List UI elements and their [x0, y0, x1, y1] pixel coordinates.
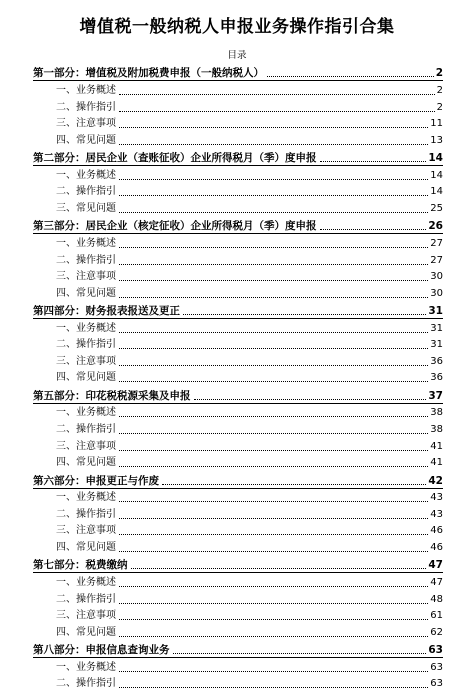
toc-section-entry[interactable]: [33, 505, 443, 522]
toc-entry-label: 二、操作指引: [56, 678, 116, 690]
toc-entry-page-number: 63: [428, 644, 443, 657]
toc-entry-label: 一、业务概述: [56, 492, 116, 504]
toc-section-entry[interactable]: [33, 251, 443, 268]
toc-dot-leader: [119, 449, 428, 451]
toc-dot-leader: [320, 228, 427, 230]
toc-dot-leader: [119, 517, 428, 519]
toc-dot-leader: [183, 313, 426, 315]
toc-entry-label: 第一部分：增值税及附加税费申报（一般纳税人）: [33, 67, 264, 80]
toc-section-entry[interactable]: [33, 233, 443, 251]
toc-section-entry[interactable]: [33, 675, 443, 692]
toc-dot-leader: [194, 398, 427, 400]
toc-dot-leader: [119, 432, 428, 434]
toc-entry-label: 四、常见问题: [56, 372, 116, 384]
toc-dot-leader: [119, 178, 428, 180]
toc-section-entry[interactable]: [33, 165, 443, 183]
toc-section-entry[interactable]: [33, 590, 443, 607]
toc-entry-page-number: 43: [430, 492, 443, 504]
toc-section-entry[interactable]: [33, 522, 443, 539]
toc-part-entry[interactable]: [33, 385, 443, 402]
toc-entry-page-number: 46: [430, 542, 443, 553]
toc-dot-leader: [119, 585, 428, 587]
toc-entry-label: 第二部分：居民企业（查账征收）企业所得税月（季）度申报: [33, 152, 317, 165]
toc-entry-page-number: 47: [430, 576, 443, 588]
toc-section-entry[interactable]: [33, 115, 443, 132]
toc-section-entry[interactable]: [33, 607, 443, 624]
toc-entry-page-number: 25: [430, 202, 443, 214]
toc-entry-page-number: 42: [428, 474, 443, 487]
toc-entry-label: 四、常见问题: [56, 457, 116, 469]
toc-section-entry[interactable]: [33, 268, 443, 285]
toc-entry-label: 一、业务概述: [56, 322, 116, 334]
toc-dot-leader: [320, 160, 427, 162]
toc-entry-label: 第七部分：税费缴纳: [33, 559, 128, 572]
toc-entry-label: 一、业务概述: [56, 169, 116, 181]
toc-dot-leader: [119, 143, 428, 145]
toc-section-entry[interactable]: [33, 488, 443, 506]
toc-section-entry[interactable]: [33, 538, 443, 555]
toc-dot-leader: [119, 602, 428, 604]
toc-entry-page-number: 36: [430, 355, 443, 367]
toc-entry-page-number: 14: [428, 152, 443, 165]
toc-section-entry[interactable]: [33, 369, 443, 386]
toc-section-entry[interactable]: [33, 199, 443, 216]
toc-part-entry[interactable]: [33, 148, 443, 165]
toc-entry-page-number: 2: [435, 67, 443, 80]
toc-entry-label: 一、业务概述: [56, 661, 116, 673]
toc-entry-label: 一、业务概述: [56, 84, 116, 96]
toc-entry-page-number: 27: [430, 237, 443, 249]
toc-section-entry[interactable]: [33, 131, 443, 148]
toc-entry-label: 二、操作指引: [56, 424, 116, 436]
toc-dot-leader: [119, 211, 428, 213]
toc-dot-leader: [119, 296, 428, 298]
toc-section-entry[interactable]: [33, 80, 443, 98]
toc-dot-leader: [119, 550, 428, 552]
toc-section-entry[interactable]: [33, 352, 443, 369]
toc-dot-leader: [119, 263, 428, 265]
toc-entry-label: 第四部分：财务报表报送及更正: [33, 305, 180, 318]
toc-entry-page-number: 31: [428, 305, 443, 318]
toc-entry-label: 三、注意事项: [56, 271, 116, 283]
toc-section-entry[interactable]: [33, 657, 443, 675]
toc-part-entry[interactable]: [33, 640, 443, 657]
toc-entry-label: 二、操作指引: [56, 508, 116, 520]
toc-section-entry[interactable]: [33, 572, 443, 590]
toc-entry-page-number: 27: [430, 254, 443, 266]
toc-entry-page-number: 38: [430, 424, 443, 436]
toc-entry-label: 三、注意事项: [56, 440, 116, 452]
toc-entry-page-number: 31: [430, 339, 443, 351]
toc-dot-leader: [173, 652, 427, 654]
toc-entry-label: 第五部分：印花税税源采集及申报: [33, 389, 191, 402]
toc-entry-page-number: 46: [430, 525, 443, 537]
toc-part-entry[interactable]: [33, 301, 443, 318]
toc-entry-label: 四、常见问题: [56, 287, 116, 299]
toc-entry-label: 二、操作指引: [56, 593, 116, 605]
toc-entry-page-number: 41: [430, 440, 443, 452]
toc-entry-page-number: 14: [430, 169, 443, 181]
toc-dot-leader: [119, 635, 428, 637]
toc-dot-leader: [119, 500, 428, 502]
toc-entry-page-number: 13: [430, 134, 443, 146]
toc-entry-label: 三、注意事项: [56, 610, 116, 622]
toc-entry-page-number: 43: [430, 508, 443, 520]
toc-entry-label: 一、业务概述: [56, 576, 116, 588]
toc-entry-label: 四、常见问题: [56, 542, 116, 553]
toc-entry-page-number: 30: [430, 271, 443, 283]
toc-entry-label: 四、常见问题: [56, 134, 116, 146]
toc-dot-leader: [119, 126, 428, 128]
toc-dot-leader: [131, 567, 427, 569]
table-of-contents: [33, 63, 443, 691]
toc-entry-page-number: 61: [430, 610, 443, 622]
toc-part-entry[interactable]: [33, 555, 443, 572]
toc-entry-label: 二、操作指引: [56, 339, 116, 351]
toc-dot-leader: [119, 347, 428, 349]
toc-entry-label: 一、业务概述: [56, 407, 116, 419]
toc-section-entry[interactable]: [33, 98, 443, 115]
toc-entry-label: 二、操作指引: [56, 101, 116, 113]
toc-entry-label: 三、注意事项: [56, 525, 116, 537]
toc-section-entry[interactable]: [33, 336, 443, 353]
toc-entry-page-number: 48: [430, 593, 443, 605]
toc-entry-page-number: 37: [428, 389, 443, 402]
toc-entry-page-number: 2: [436, 84, 443, 96]
toc-section-entry[interactable]: [33, 623, 443, 640]
toc-dot-leader: [119, 246, 428, 248]
toc-dot-leader: [119, 618, 428, 620]
toc-entry-label: 二、操作指引: [56, 186, 116, 198]
toc-dot-leader: [119, 670, 428, 672]
toc-dot-leader: [119, 415, 428, 417]
toc-entry-page-number: 14: [430, 186, 443, 198]
toc-entry-label: 第六部分：申报更正与作废: [33, 474, 159, 487]
toc-dot-leader: [119, 110, 435, 112]
toc-dot-leader: [119, 194, 428, 196]
toc-entry-page-number: 30: [430, 287, 443, 299]
toc-entry-page-number: 11: [430, 118, 443, 130]
toc-entry-page-number: 31: [430, 322, 443, 334]
toc-part-entry[interactable]: [33, 470, 443, 487]
document-title: 增值税一般纳税人申报业务操作指引合集: [79, 17, 395, 37]
toc-entry-label: 第三部分：居民企业（核定征收）企业所得税月（季）度申报: [33, 220, 317, 233]
toc-entry-label: 第八部分：申报信息查询业务: [33, 644, 170, 657]
toc-part-entry[interactable]: [33, 63, 443, 80]
toc-entry-page-number: 26: [428, 220, 443, 233]
toc-dot-leader: [119, 533, 428, 535]
toc-section-entry[interactable]: [33, 420, 443, 437]
toc-entry-label: 三、注意事项: [56, 355, 116, 367]
toc-entry-page-number: 63: [430, 661, 443, 673]
toc-heading: 目录: [227, 50, 247, 61]
toc-section-entry[interactable]: [33, 318, 443, 336]
toc-entry-page-number: 41: [430, 457, 443, 469]
toc-entry-page-number: 47: [428, 559, 443, 572]
toc-dot-leader: [267, 75, 434, 77]
toc-entry-page-number: 38: [430, 407, 443, 419]
toc-dot-leader: [119, 686, 428, 688]
toc-dot-leader: [119, 93, 435, 95]
toc-entry-page-number: 63: [430, 678, 443, 690]
toc-dot-leader: [119, 465, 428, 467]
toc-section-entry[interactable]: [33, 284, 443, 301]
toc-section-entry[interactable]: [33, 403, 443, 421]
toc-dot-leader: [119, 364, 428, 366]
toc-part-entry[interactable]: [33, 216, 443, 233]
toc-section-entry[interactable]: [33, 183, 443, 200]
toc-section-entry[interactable]: [33, 454, 443, 471]
toc-entry-page-number: 36: [430, 372, 443, 384]
toc-entry-label: 四、常见问题: [56, 626, 116, 638]
toc-dot-leader: [119, 380, 428, 382]
toc-entry-label: 一、业务概述: [56, 237, 116, 249]
toc-entry-label: 三、注意事项: [56, 118, 116, 130]
toc-entry-page-number: 2: [436, 101, 443, 113]
toc-dot-leader: [162, 483, 426, 485]
toc-entry-label: 二、操作指引: [56, 254, 116, 266]
toc-dot-leader: [119, 279, 428, 281]
toc-entry-page-number: 62: [430, 626, 443, 638]
toc-dot-leader: [119, 331, 428, 333]
toc-section-entry[interactable]: [33, 437, 443, 454]
toc-entry-label: 三、常见问题: [56, 202, 116, 214]
